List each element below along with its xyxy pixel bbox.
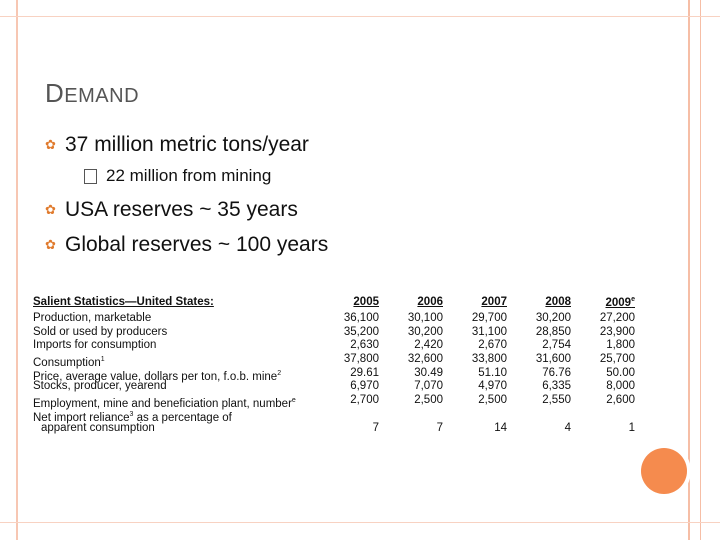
- year-header: 2009e: [605, 296, 635, 309]
- cell-value: 29.61: [350, 366, 379, 379]
- bullet-text: 37 million metric tons/year: [65, 133, 309, 156]
- cell-value: 31,600: [535, 353, 571, 366]
- bullet-text: USA reserves ~ 35 years: [65, 198, 298, 221]
- cell-value: 33,800: [471, 353, 507, 366]
- row-label: Imports for consumption: [33, 339, 157, 352]
- table-row-net-import-values: [33, 422, 653, 436]
- slide-title: [45, 78, 139, 109]
- cell-value: 14: [494, 421, 507, 434]
- bullet-item: [45, 133, 309, 157]
- bullet-icon: ✿: [45, 237, 56, 252]
- slide-title-rest: EMAND: [64, 85, 140, 107]
- cell-value: 2,670: [478, 339, 507, 352]
- cell-value: 6,335: [542, 380, 571, 393]
- cell-value: 28,850: [535, 325, 571, 338]
- cell-value: 23,900: [599, 325, 635, 338]
- sub-bullet-item: [84, 166, 271, 186]
- cell-value: 30.49: [414, 366, 443, 379]
- cell-value: 2,420: [414, 339, 443, 352]
- table-row: [33, 326, 653, 340]
- cell-value: 8,000: [606, 380, 635, 393]
- year-header: 2007: [481, 296, 507, 308]
- year-header: 2006: [417, 296, 443, 308]
- cell-value: 7,070: [414, 380, 443, 393]
- salient-statistics-table: [33, 296, 653, 435]
- table-header-row: [33, 296, 653, 312]
- cell-value: 35,200: [343, 325, 379, 338]
- year-header: 2008: [545, 296, 571, 308]
- slide-title-initial: D: [45, 78, 65, 108]
- cell-value: 31,100: [471, 325, 507, 338]
- sub-bullet-box-icon: [84, 169, 97, 184]
- table-row: [33, 339, 653, 353]
- bullet-item: [45, 233, 328, 257]
- year-header: 2005: [353, 296, 379, 308]
- cell-value: 2,600: [606, 394, 635, 407]
- bullet-item: [45, 198, 298, 222]
- cell-value: 2,500: [478, 394, 507, 407]
- bullet-icon: ✿: [45, 137, 56, 152]
- cell-value: 25,700: [599, 353, 635, 366]
- row-label: Production, marketable: [33, 312, 152, 324]
- frame-top-line: [0, 16, 720, 17]
- row-label: Consumption$^1$: [33, 356, 105, 369]
- cell-value: 2,500: [414, 394, 443, 407]
- cell-value: 27,200: [599, 312, 635, 324]
- table-row: [33, 312, 653, 326]
- bullet-icon: ✿: [45, 202, 56, 217]
- row-label: Sold or used by producers: [33, 325, 168, 338]
- frame-bottom-line: [0, 522, 720, 523]
- table-row: [33, 380, 653, 394]
- cell-value: 76.76: [542, 366, 571, 379]
- cell-value: 50.00: [606, 366, 635, 379]
- cell-value: 2,754: [542, 339, 571, 352]
- cell-value: 30,100: [407, 312, 443, 324]
- cell-value: 1,800: [606, 339, 635, 352]
- row-label: Net import reliance$^3$ as a percentage of: [33, 410, 232, 424]
- bullet-text: Global reserves ~ 100 years: [65, 233, 329, 256]
- cell-value: 4,970: [478, 380, 507, 393]
- cell-value: 30,200: [535, 312, 571, 324]
- decorative-orange-circle: [641, 448, 687, 494]
- cell-value: 2,700: [350, 394, 379, 407]
- cell-value: 29,700: [471, 312, 507, 324]
- cell-value: 2,630: [350, 339, 379, 352]
- row-label: Employment, mine and beneficiation plant, number$^e$: [33, 397, 296, 410]
- cell-value: 36,100: [343, 312, 379, 324]
- table-row-net-import: [33, 408, 653, 422]
- table-row: [33, 367, 653, 381]
- cell-value: 2,550: [542, 394, 571, 407]
- cell-value: 7: [372, 421, 379, 434]
- cell-value: 37,800: [343, 353, 379, 366]
- frame-right-line-thin: [700, 0, 701, 540]
- row-label: Stocks, producer, yearend: [33, 380, 167, 393]
- cell-value: 4: [564, 421, 571, 434]
- cell-value: 7: [436, 421, 443, 434]
- cell-value: 32,600: [407, 353, 443, 366]
- cell-value: 30,200: [407, 325, 443, 338]
- table-row: [33, 394, 653, 408]
- sub-bullet-text: 22 million from mining: [106, 166, 272, 185]
- table-row: [33, 353, 653, 367]
- cell-value: 1: [628, 421, 635, 434]
- row-label: Price, average value, dollars per ton, f.o.b. mine$^2$: [33, 369, 282, 383]
- table-header-label: Salient Statistics—United States:: [33, 296, 214, 308]
- frame-left-line: [16, 0, 18, 540]
- cell-value: 6,970: [350, 380, 379, 393]
- row-label: apparent consumption: [41, 421, 155, 434]
- cell-value: 51.10: [478, 366, 507, 379]
